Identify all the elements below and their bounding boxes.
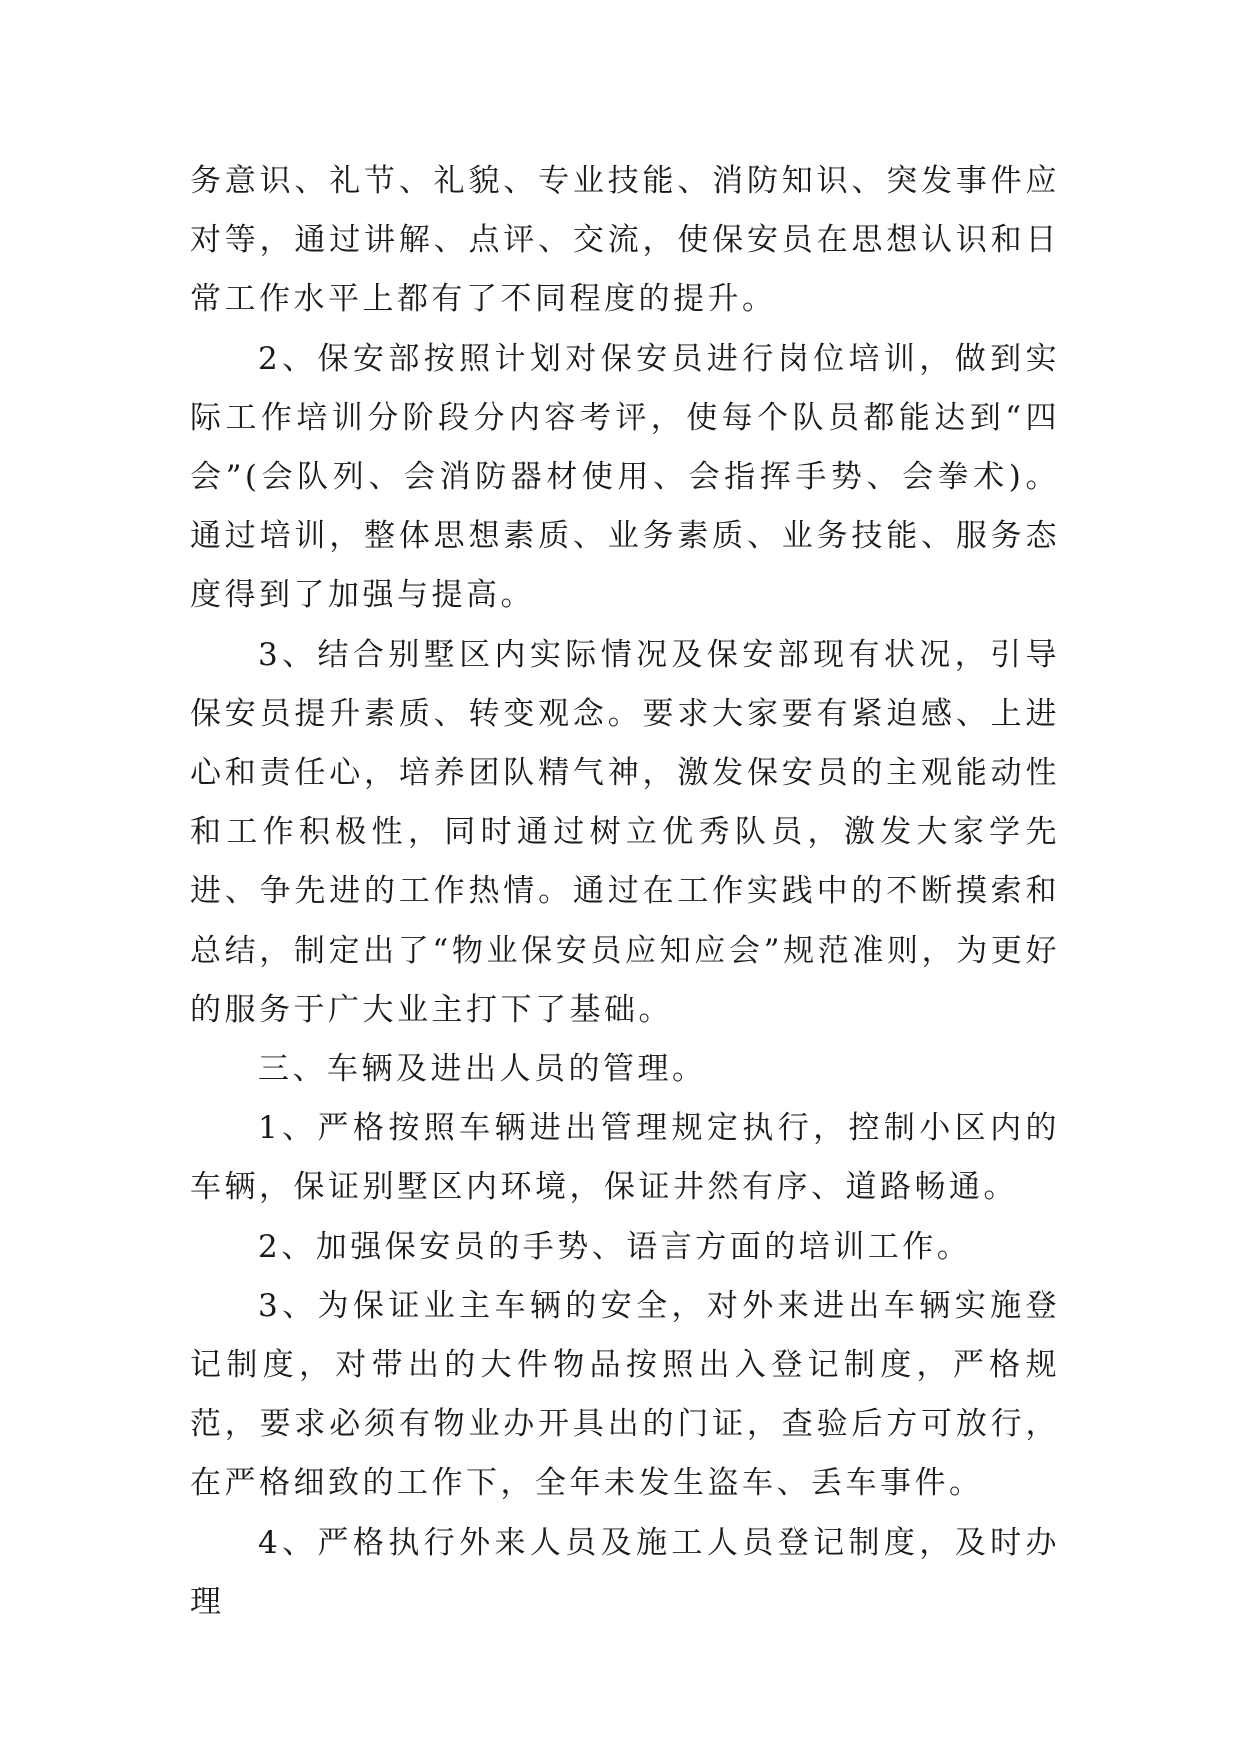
- paragraph-training-2: 2、保安部按照计划对保安员进行岗位培训，做到实际工作培训分阶段分内容考评，使每个队员都能达到“四会”(会队列、会消防器材使用、会指挥手势、会拳术)。通过培训，整体思想素质、业务素质、业务技能、服务态度得到了加强与提高。: [190, 340, 1060, 614]
- paragraph-continuation: 务意识、礼节、礼貌、专业技能、消防知识、突发事件应对等，通过讲解、点评、交流，使保安员在思想认识和日常工作水平上都有了不同程度的提升。: [190, 163, 1060, 318]
- section-heading-vehicles: 三、车辆及进出人员的管理。: [258, 1051, 707, 1088]
- paragraph-vehicles-2: 2、加强保安员的手势、语言方面的培训工作。: [258, 1228, 972, 1265]
- paragraph-vehicles-4: 4、严格执行外来人员及施工人员登记制度，及时办理: [190, 1524, 1060, 1620]
- paragraph-vehicles-3: 3、为保证业主车辆的安全，对外来进出车辆实施登记制度，对带出的大件物品按照出入登记制度，严格规范，要求必须有物业办开具出的门证，查验后方可放行，在严格细致的工作下，全年未发生盗车、丢车事件。: [190, 1287, 1060, 1502]
- paragraph-training-3: 3、结合别墅区内实际情况及保安部现有状况，引导保安员提升素质、转变观念。要求大家要有紧迫感、上进心和责任心，培养团队精气神，激发保安员的主观能动性和工作积极性，同时通过树立优秀队员，激发大家学先进、争先进的工作热情。通过在工作实践中的不断摸索和总结，制定出了“物业保安员应知应会”规范准则，为更好的服务于广大业主打下了基础。: [190, 636, 1060, 1028]
- document-body: [190, 152, 1060, 1632]
- paragraph-vehicles-1: 1、严格按照车辆进出管理规定执行，控制小区内的车辆，保证别墅区内环境，保证井然有序、道路畅通。: [190, 1110, 1060, 1206]
